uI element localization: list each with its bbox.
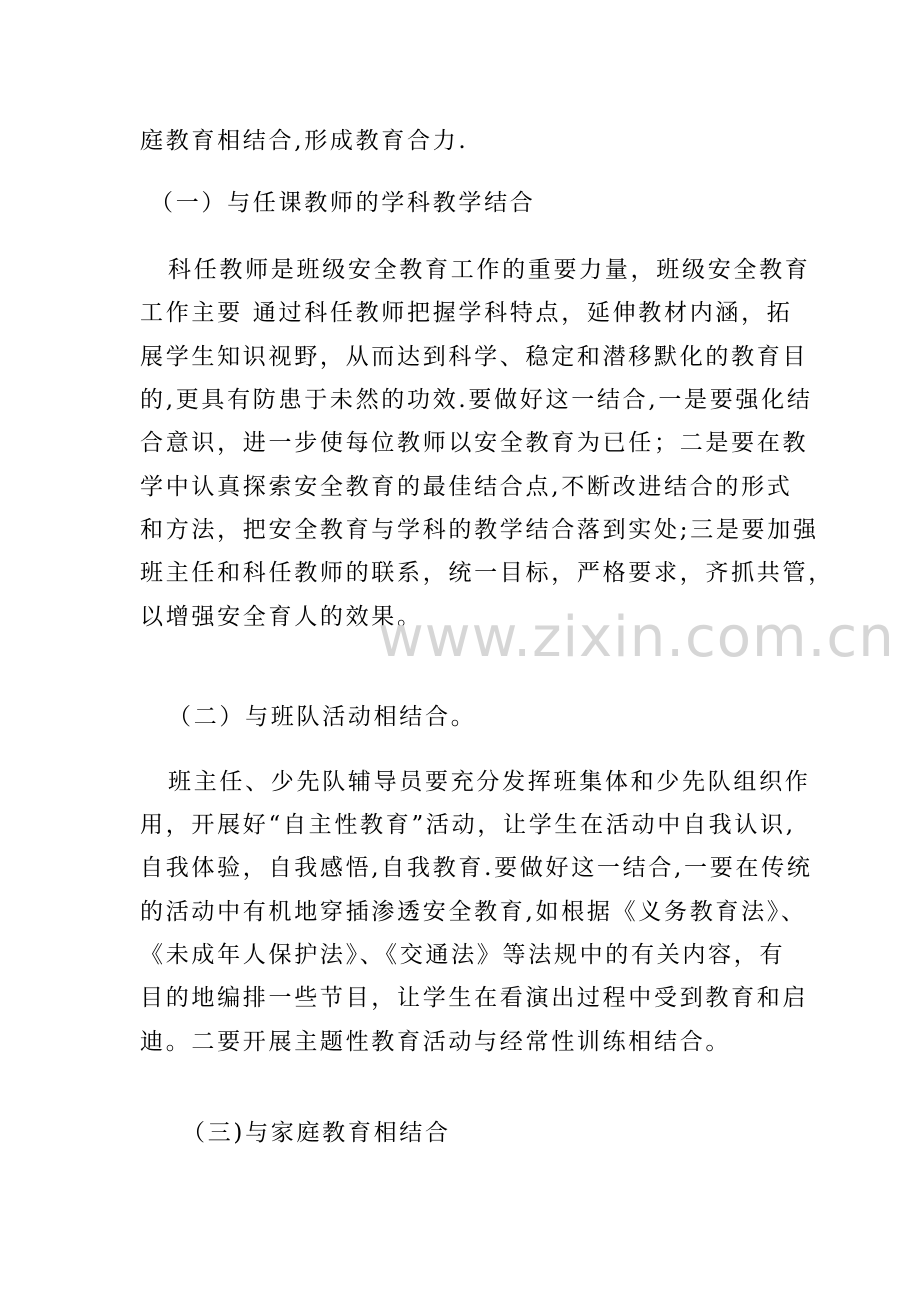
section-heading-1: （一）与任课教师的学科教学结合: [150, 190, 536, 216]
text-line: 学中认真探索安全教育的最佳结合点,不断改进结合的形式: [140, 474, 793, 500]
text-line: 展学生知识视野，从而达到科学、稳定和潜移默化的教育目: [140, 344, 809, 370]
text-line: 用，开展好“自主性教育”活动，让学生在活动中自我认识,: [140, 812, 796, 838]
text-line: 工作主要 通过科任教师把握学科特点，延伸教材内涵，拓: [140, 300, 793, 326]
text-line: 庭教育相结合,形成教育合力.: [140, 128, 469, 154]
text-line: 班主任、少先队辅导员要充分发挥班集体和少先队组织作: [168, 769, 811, 795]
text-line: 自我体验，自我感悟,自我教育.要做好这一结合,一要在传统: [140, 855, 813, 881]
text-line: 和方法，把安全教育与学科的教学结合落到实处;三是要加强: [140, 517, 819, 543]
text-line: 科任教师是班级安全教育工作的重要力量，班级安全教育: [168, 257, 811, 283]
text-line: 迪。二要开展主题性教育活动与经常性训练相结合。: [140, 1029, 732, 1055]
text-line: 的活动中有机地穿插渗透安全教育,如根据《义务教育法》、: [140, 899, 807, 925]
text-line: 目的地编排一些节目，让学生在看演出过程中受到教育和启: [140, 985, 809, 1011]
section-heading-2: （二）与班队活动相结合。: [168, 704, 477, 730]
text-line: 的,更具有防患于未然的功效.要做好这一结合,一是要强化结: [140, 387, 813, 413]
section-heading-3: （三)与家庭教育相结合: [182, 1120, 451, 1146]
watermark-text: www.zixin.com.cn: [378, 605, 895, 670]
text-line: 合意识，进一步使每位教师以安全教育为已任；二是要在教: [140, 430, 809, 456]
text-line: 以增强安全育人的效果。: [140, 604, 423, 630]
text-line: 班主任和科任教师的联系，统一目标，严格要求，齐抓共管，: [140, 560, 834, 586]
text-line: 《未成年人保护法》、《交通法》等法规中的有关内容，有: [140, 942, 786, 968]
